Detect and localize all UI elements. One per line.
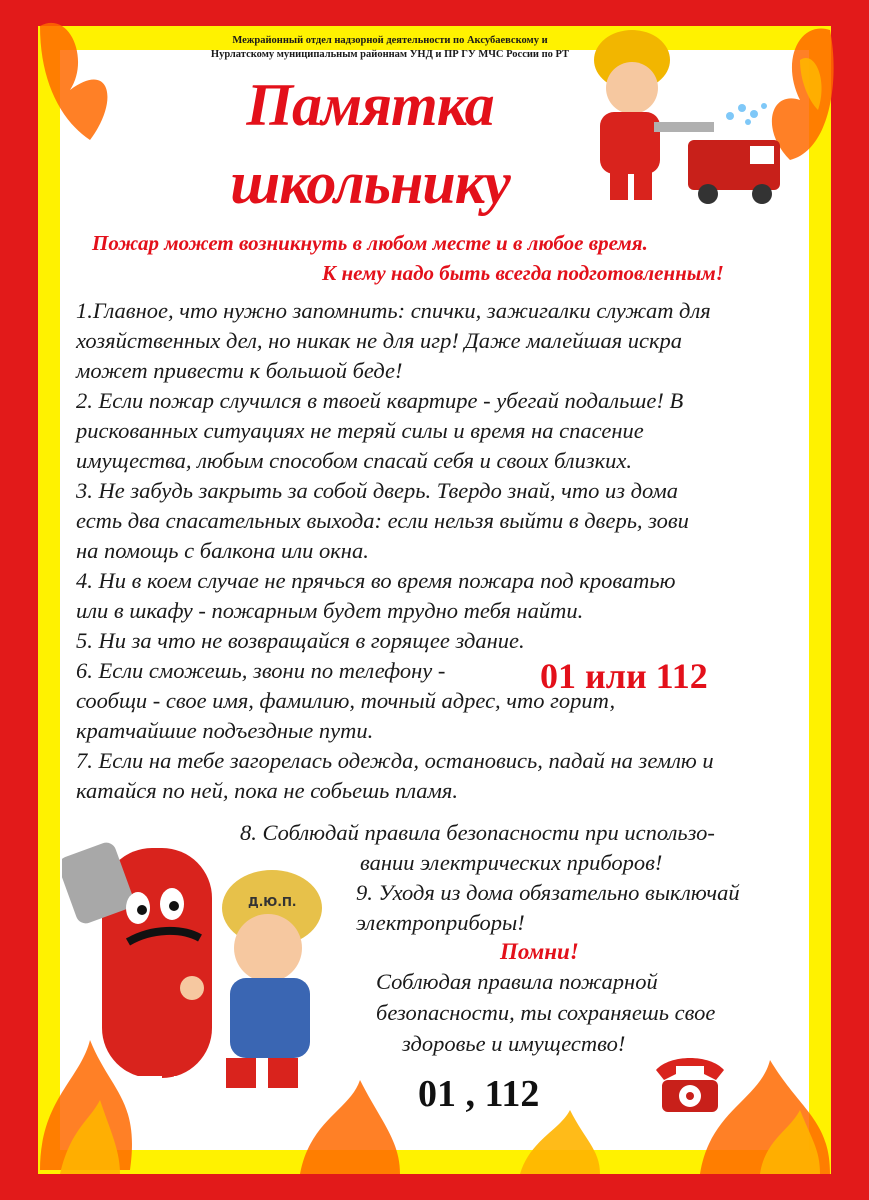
rule-9-line-2: электроприборы! xyxy=(356,910,525,935)
remember-line-2: безопасности, ты сохраняешь свое xyxy=(376,1000,716,1025)
fire-truck-icon xyxy=(688,140,780,204)
flame-top-left xyxy=(40,23,107,140)
warning-line-2: К нему надо быть всегда подготовленным! xyxy=(322,261,724,285)
rule-3-line-1: 3. Не забудь закрыть за собой дверь. Твердо знай, что из дома xyxy=(76,478,679,503)
water-spray-icon xyxy=(726,103,767,125)
extinguisher-mascot xyxy=(62,840,212,1096)
rule-1-line-2: хозяйственных дел, но никак не для игр! Даже малейшая искра xyxy=(76,328,683,353)
rule-2-line-1: 2. Если пожар случился в твоей квартире - убегай подальше! В xyxy=(76,388,684,413)
rule-6-line-3: кратчайшие подъездные пути. xyxy=(76,718,374,743)
rule-3-line-2: есть два спасательных выхода: если нельзя выйти в дверь, зови xyxy=(76,508,689,533)
rule-8-line-2: вании электрических приборов! xyxy=(360,850,663,875)
rule-8-line-1: 8. Соблюдай правила безопасности при использо- xyxy=(240,820,715,845)
org-line-2: Нурлатскому муниципальным районнам УНД и ПР ГУ МЧС России по РТ xyxy=(210,49,570,60)
rules-list xyxy=(76,296,796,806)
page-title xyxy=(160,66,580,222)
phone-numbers: 01 , 112 xyxy=(418,1073,540,1115)
handshake xyxy=(180,976,204,1000)
rule-7-line-1: 7. Если на тебе загорелась одежда, остановись, падай на землю и xyxy=(76,748,714,773)
rule-2-line-3: имущества, любым способом спасай себя и своих близких. xyxy=(76,448,633,473)
rule-1-line-3: может привести к большой беде! xyxy=(76,358,403,383)
remember-text xyxy=(376,966,796,1059)
firefighter-illustration xyxy=(570,22,800,214)
org-line-1: Межрайонный отдел надзорной деятельности по Аксубаевскому и xyxy=(232,35,548,46)
rule-2-line-2: рискованных ситуациях не теряй силы и время на спасение xyxy=(76,418,644,443)
rule-6-line-2: сообщи - свое имя, фамилию, точный адрес, что горит, xyxy=(76,688,616,713)
title-line-2: школьнику xyxy=(230,150,510,216)
rule-9-line-1: 9. Уходя из дома обязательно выключай xyxy=(356,880,740,905)
warning-line-1: Пожар может возникнуть в любом месте и в любое время. xyxy=(92,231,648,255)
rule-4-line-2: или в шкафу - пожарным будет трудно тебя найти. xyxy=(76,598,584,623)
remember-heading: Помни! xyxy=(500,939,579,964)
telephone-icon xyxy=(650,1052,730,1116)
rule-7-line-2: катайся по ней, пока не собьешь пламя. xyxy=(76,778,458,803)
helmet-badge-text: Д.Ю.П. xyxy=(248,895,297,909)
remember-line-1: Соблюдая правила пожарной xyxy=(376,969,658,994)
remember-line-3: здоровье и имущество! xyxy=(402,1031,626,1056)
title-line-1: Памятка xyxy=(246,72,494,138)
emergency-phone-number: 01 или 112 xyxy=(540,656,708,696)
rule-3-line-3: на помощь с балкона или окна. xyxy=(76,538,369,563)
rule-6-line-1: 6. Если сможешь, звони по телефону - xyxy=(76,658,446,683)
rule-5-line-1: 5. Ни за что не возвращайся в горящее здание. xyxy=(76,628,525,653)
rule-1-line-1: 1.Главное, что нужно запомнить: спички, зажигалки служат для xyxy=(76,298,711,323)
hose-nozzle-icon xyxy=(654,122,714,132)
rule-4-line-1: 4. Ни в коем случае не прячься во время пожара под кроватью xyxy=(76,568,676,593)
organization-header xyxy=(160,34,620,62)
mascots-illustration xyxy=(62,808,362,1108)
